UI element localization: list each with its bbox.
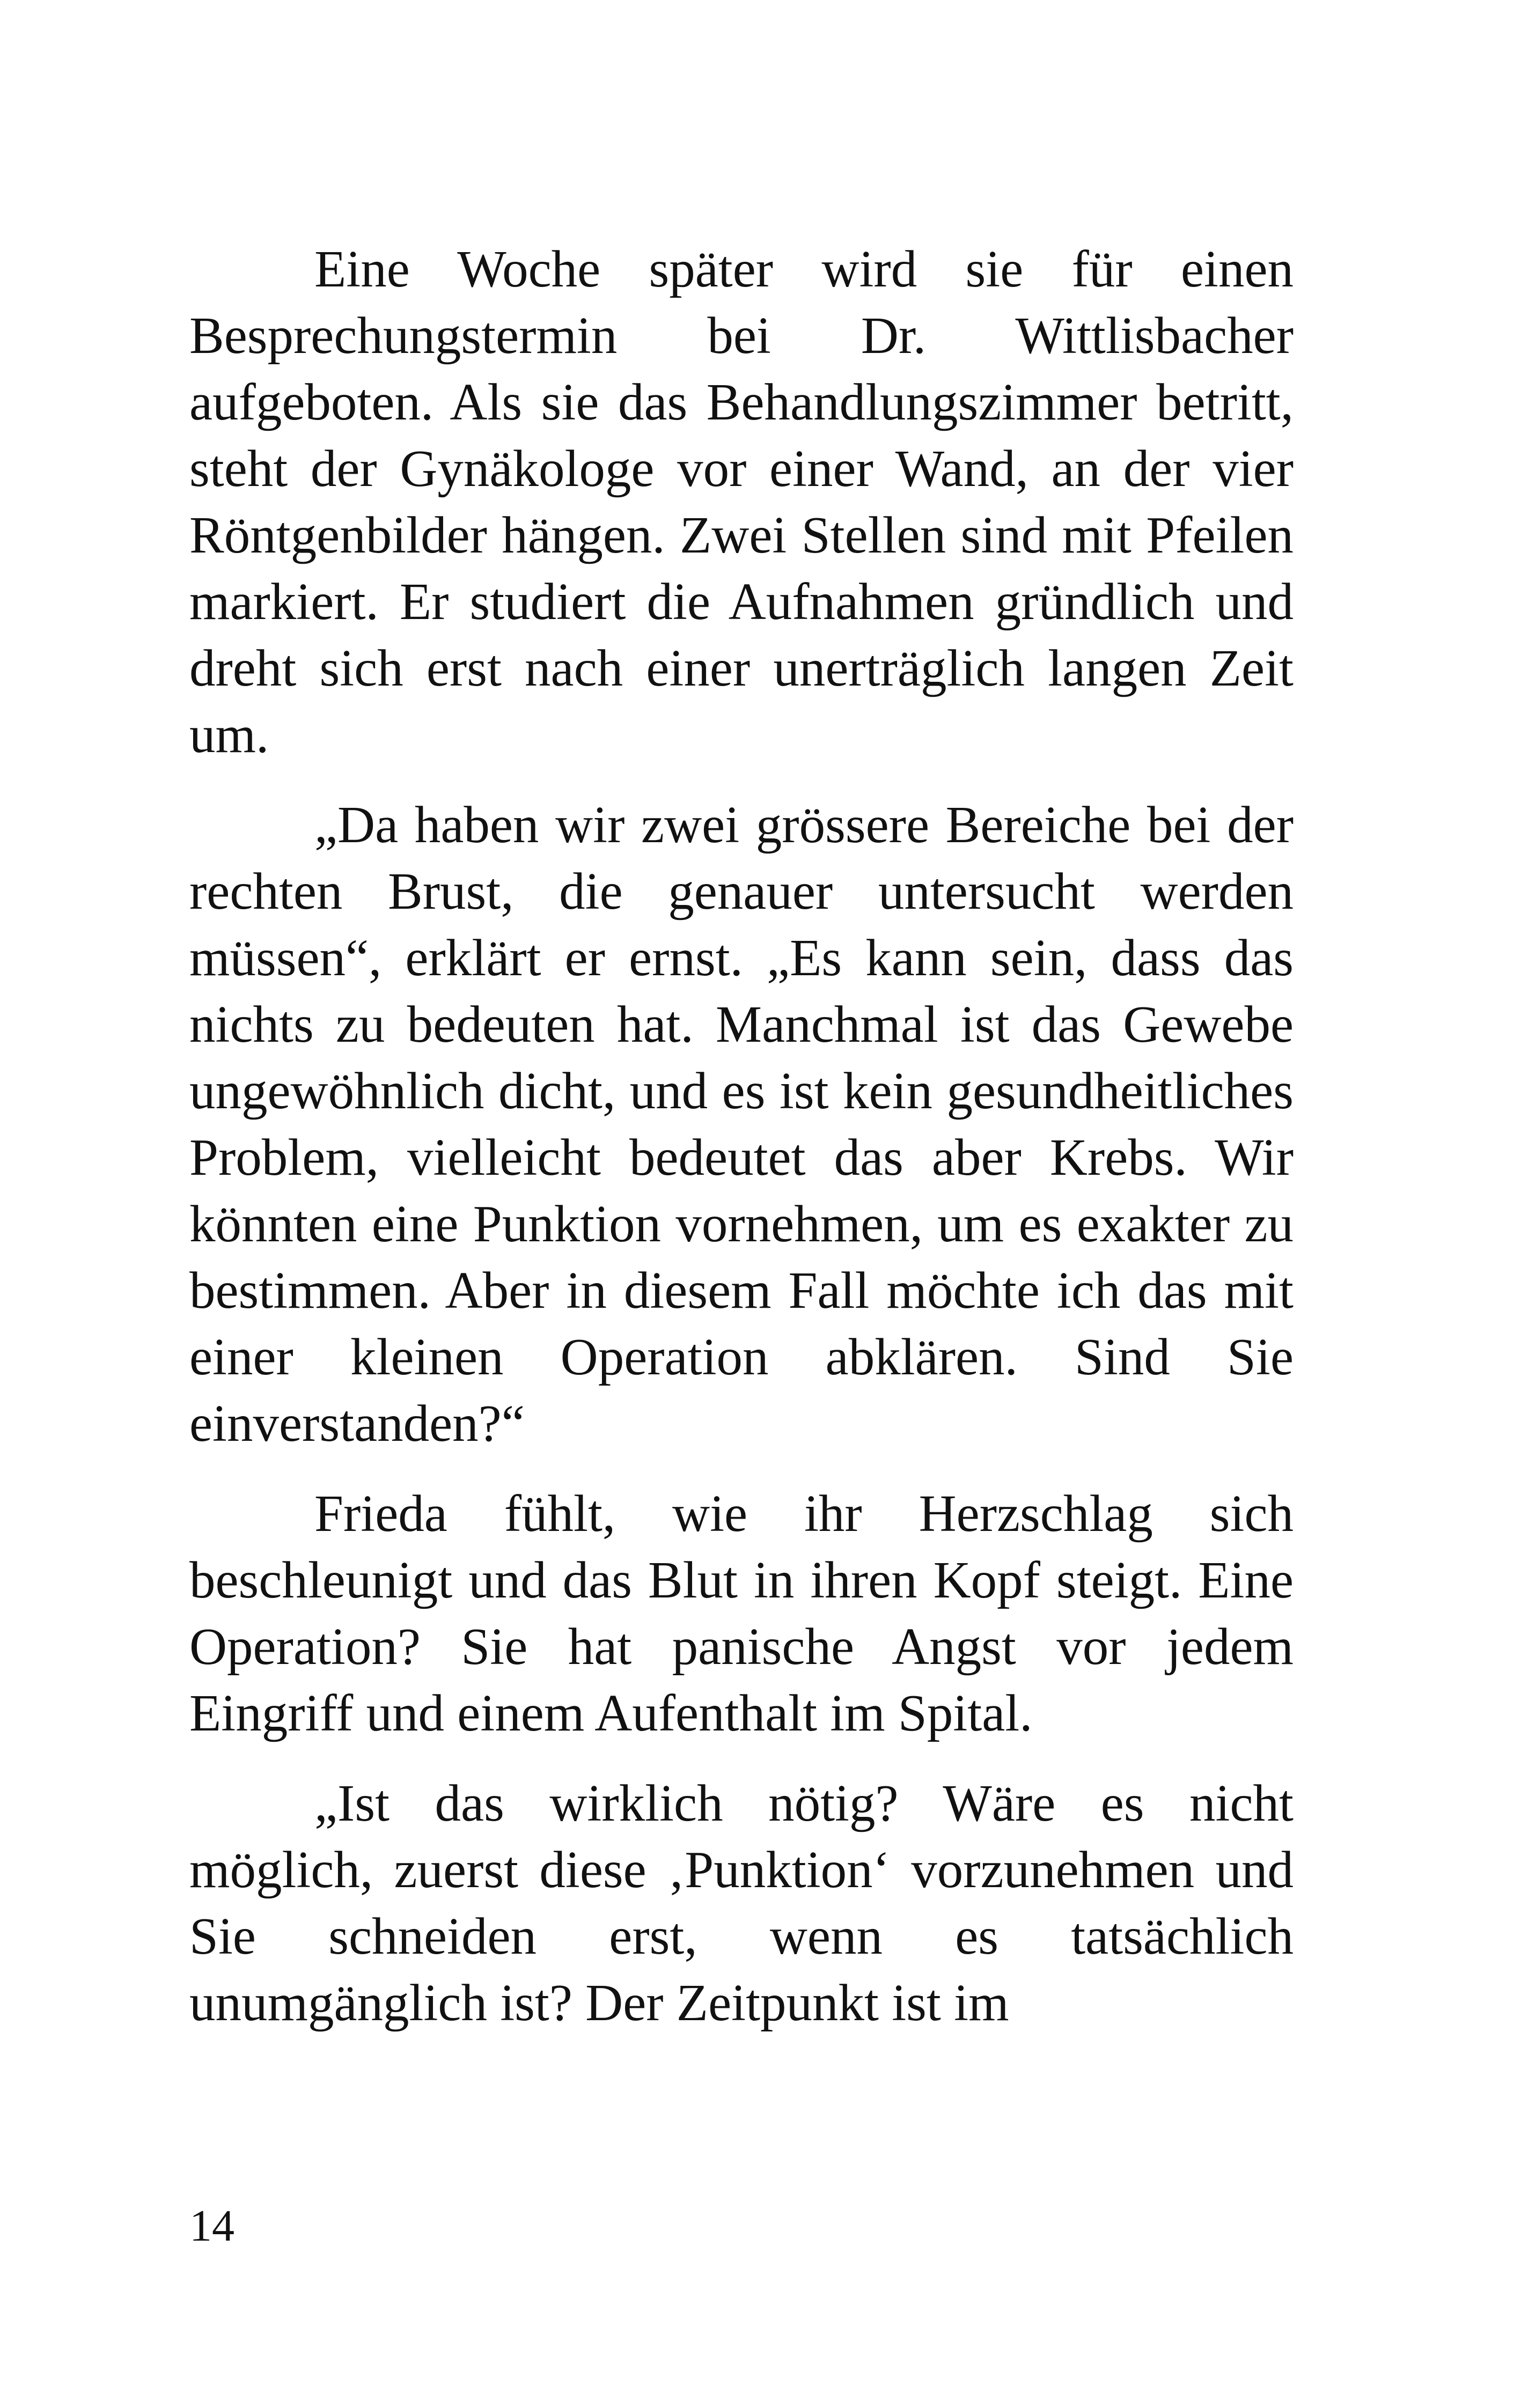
page-number: 14 [189,2201,234,2251]
paragraph: Eine Woche später wird sie für einen Besprechungstermin bei Dr. Wittlisbacher aufgeboten. Als sie das Behandlungszimmer betritt, steht der Gynäkologe vor einer Wand, an der vier Röntgenbilder hängen. Zwei Stellen sind mit Pfeilen markiert. Er studiert die Aufnahmen gründlich und dreht sich erst nach einer unerträglich langen Zeit um. [189,240,1294,763]
paragraph: „Ist das wirklich nötig? Wäre es nicht möglich, zuerst diese ‚Punktion‘ vorzunehmen und Sie schneiden erst, wenn es tatsächlich unumgänglich ist? Der Zeitpunkt ist im [189,1774,1294,2031]
body-text [189,236,1294,2060]
paragraph: „Da haben wir zwei grössere Bereiche bei der rechten Brust, die genauer untersucht werden müssen“, erklärt er ernst. „Es kann sein, dass das nichts zu bedeuten hat. Manchmal ist das Gewebe ungewöhnlich dicht, und es ist kein gesundheitliches Problem, vielleicht bedeutet das aber Krebs. Wir könnten eine Punktion vornehmen, um es exakter zu bestimmen. Aber in diesem Fall möchte ich das mit einer kleinen Operation abklären. Sind Sie einverstanden?“ [189,796,1294,1452]
paragraph: Frieda fühlt, wie ihr Herzschlag sich beschleunigt und das Blut in ihren Kopf steigt. Eine Operation? Sie hat panische Angst vor jedem Eingriff und einem Aufenthalt im Spital. [189,1485,1294,1742]
